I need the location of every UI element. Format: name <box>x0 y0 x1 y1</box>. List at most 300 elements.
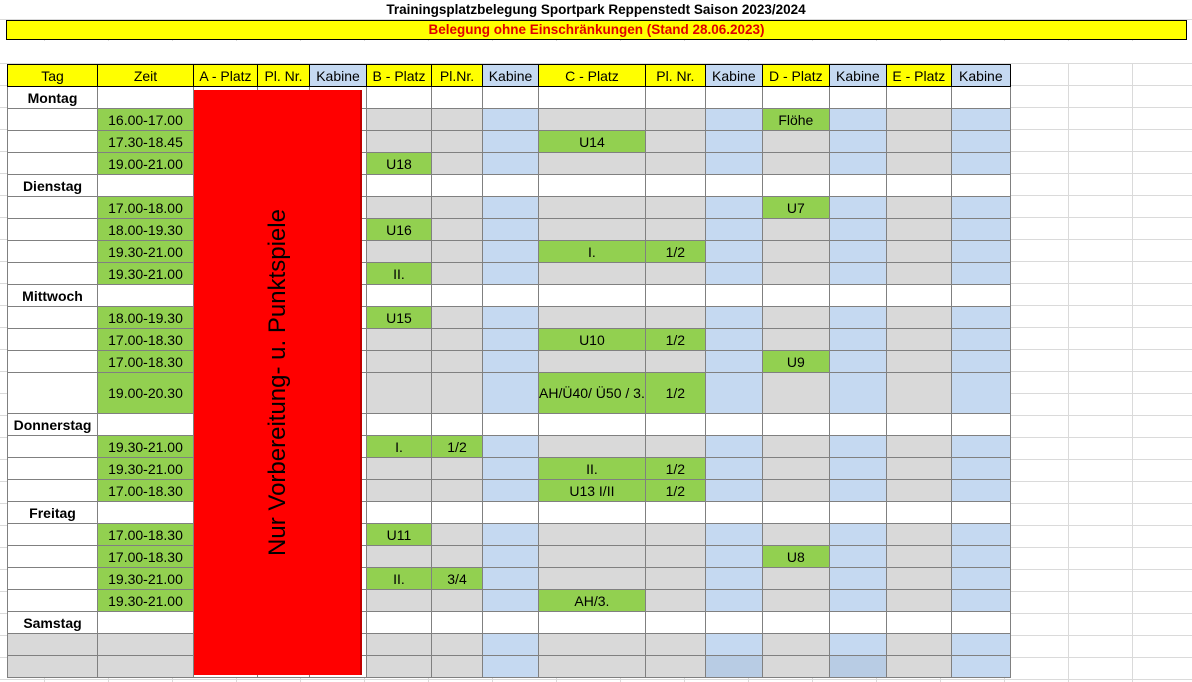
b-pl-nr-cell[interactable] <box>432 458 483 480</box>
e-platz-cell[interactable] <box>886 656 951 678</box>
d-kabine-cell[interactable] <box>829 546 886 568</box>
e-platz-cell[interactable] <box>886 263 951 285</box>
cell[interactable] <box>367 175 432 197</box>
d-platz-cell[interactable] <box>762 656 829 678</box>
zeit-cell[interactable] <box>98 656 194 678</box>
zeit-cell[interactable]: 19.30-21.00 <box>98 241 194 263</box>
b-platz-cell[interactable] <box>367 351 432 373</box>
c-pl-nr-cell[interactable] <box>645 197 705 219</box>
tag-cell[interactable] <box>8 263 98 285</box>
d-kabine-cell[interactable] <box>829 329 886 351</box>
cell[interactable] <box>829 285 886 307</box>
b-kabine-cell[interactable] <box>483 351 539 373</box>
d-platz-cell[interactable]: U8 <box>762 546 829 568</box>
e-kabine-cell[interactable] <box>951 524 1010 546</box>
c-kabine-cell[interactable] <box>705 634 762 656</box>
cell[interactable] <box>645 285 705 307</box>
cell[interactable] <box>367 502 432 524</box>
cell[interactable] <box>432 285 483 307</box>
cell[interactable] <box>951 612 1010 634</box>
cell[interactable] <box>829 414 886 436</box>
c-platz-cell[interactable]: II. <box>539 458 646 480</box>
cell[interactable] <box>705 285 762 307</box>
e-kabine-cell[interactable] <box>951 153 1010 175</box>
cell[interactable] <box>432 175 483 197</box>
cell[interactable] <box>432 612 483 634</box>
b-pl-nr-cell[interactable] <box>432 219 483 241</box>
header-a-kabine[interactable]: Kabine <box>310 65 367 87</box>
zeit-cell[interactable]: 17.00-18.30 <box>98 329 194 351</box>
header-b-platz[interactable]: B - Platz <box>367 65 432 87</box>
e-kabine-cell[interactable] <box>951 546 1010 568</box>
c-kabine-cell[interactable] <box>705 458 762 480</box>
c-kabine-cell[interactable] <box>705 263 762 285</box>
c-platz-cell[interactable] <box>539 109 646 131</box>
b-platz-cell[interactable] <box>367 480 432 502</box>
c-platz-cell[interactable]: U10 <box>539 329 646 351</box>
cell[interactable] <box>705 612 762 634</box>
e-kabine-cell[interactable] <box>951 634 1010 656</box>
d-kabine-cell[interactable] <box>829 568 886 590</box>
e-platz-cell[interactable] <box>886 373 951 414</box>
zeit-cell[interactable]: 17.00-18.30 <box>98 351 194 373</box>
d-kabine-cell[interactable] <box>829 241 886 263</box>
tag-cell[interactable] <box>8 524 98 546</box>
c-platz-cell[interactable] <box>539 263 646 285</box>
cell[interactable] <box>483 414 539 436</box>
c-kabine-cell[interactable] <box>705 568 762 590</box>
b-platz-cell[interactable] <box>367 656 432 678</box>
b-kabine-cell[interactable] <box>483 329 539 351</box>
b-kabine-cell[interactable] <box>483 590 539 612</box>
b-kabine-cell[interactable] <box>483 373 539 414</box>
c-kabine-cell[interactable] <box>705 241 762 263</box>
c-kabine-cell[interactable] <box>705 329 762 351</box>
day-label[interactable]: Samstag <box>8 612 98 634</box>
tag-cell[interactable] <box>8 656 98 678</box>
e-kabine-cell[interactable] <box>951 436 1010 458</box>
c-pl-nr-cell[interactable]: 1/2 <box>645 241 705 263</box>
c-platz-cell[interactable] <box>539 436 646 458</box>
b-platz-cell[interactable] <box>367 634 432 656</box>
d-platz-cell[interactable] <box>762 590 829 612</box>
zeit-cell[interactable] <box>98 634 194 656</box>
c-kabine-cell[interactable] <box>705 197 762 219</box>
b-platz-cell[interactable] <box>367 197 432 219</box>
c-pl-nr-cell[interactable]: 1/2 <box>645 329 705 351</box>
e-kabine-cell[interactable] <box>951 656 1010 678</box>
cell[interactable] <box>951 414 1010 436</box>
header-zeit[interactable]: Zeit <box>98 65 194 87</box>
e-kabine-cell[interactable] <box>951 568 1010 590</box>
cell[interactable] <box>98 502 194 524</box>
c-pl-nr-cell[interactable]: 1/2 <box>645 373 705 414</box>
b-platz-cell[interactable]: I. <box>367 436 432 458</box>
cell[interactable] <box>367 285 432 307</box>
tag-cell[interactable] <box>8 568 98 590</box>
cell[interactable] <box>483 285 539 307</box>
b-pl-nr-cell[interactable]: 1/2 <box>432 436 483 458</box>
c-kabine-cell[interactable] <box>705 590 762 612</box>
cell[interactable] <box>645 87 705 109</box>
tag-cell[interactable] <box>8 480 98 502</box>
e-kabine-cell[interactable] <box>951 480 1010 502</box>
c-pl-nr-cell[interactable] <box>645 436 705 458</box>
b-platz-cell[interactable]: U15 <box>367 307 432 329</box>
d-kabine-cell[interactable] <box>829 263 886 285</box>
d-platz-cell[interactable]: U9 <box>762 351 829 373</box>
cell[interactable] <box>98 414 194 436</box>
e-kabine-cell[interactable] <box>951 307 1010 329</box>
cell[interactable] <box>886 175 951 197</box>
c-pl-nr-cell[interactable] <box>645 656 705 678</box>
cell[interactable] <box>539 175 646 197</box>
cell[interactable] <box>645 175 705 197</box>
d-kabine-cell[interactable] <box>829 351 886 373</box>
e-kabine-cell[interactable] <box>951 263 1010 285</box>
e-kabine-cell[interactable] <box>951 373 1010 414</box>
b-pl-nr-cell[interactable] <box>432 263 483 285</box>
c-platz-cell[interactable] <box>539 546 646 568</box>
c-platz-cell[interactable]: AH/Ü40/ Ü50 / 3. <box>539 373 646 414</box>
c-pl-nr-cell[interactable] <box>645 590 705 612</box>
c-kabine-cell[interactable] <box>705 656 762 678</box>
b-kabine-cell[interactable] <box>483 436 539 458</box>
day-label[interactable]: Donnerstag <box>8 414 98 436</box>
cell[interactable] <box>367 612 432 634</box>
cell[interactable] <box>705 502 762 524</box>
b-kabine-cell[interactable] <box>483 656 539 678</box>
c-platz-cell[interactable]: AH/3. <box>539 590 646 612</box>
day-label[interactable]: Freitag <box>8 502 98 524</box>
e-platz-cell[interactable] <box>886 546 951 568</box>
b-kabine-cell[interactable] <box>483 241 539 263</box>
tag-cell[interactable] <box>8 436 98 458</box>
b-kabine-cell[interactable] <box>483 307 539 329</box>
cell[interactable] <box>705 175 762 197</box>
e-platz-cell[interactable] <box>886 109 951 131</box>
c-platz-cell[interactable] <box>539 568 646 590</box>
b-platz-cell[interactable]: II. <box>367 568 432 590</box>
cell[interactable] <box>886 612 951 634</box>
b-platz-cell[interactable]: II. <box>367 263 432 285</box>
b-platz-cell[interactable]: U18 <box>367 153 432 175</box>
d-platz-cell[interactable] <box>762 153 829 175</box>
tag-cell[interactable] <box>8 109 98 131</box>
b-platz-cell[interactable] <box>367 131 432 153</box>
b-kabine-cell[interactable] <box>483 131 539 153</box>
d-kabine-cell[interactable] <box>829 656 886 678</box>
tag-cell[interactable] <box>8 373 98 414</box>
e-platz-cell[interactable] <box>886 329 951 351</box>
cell[interactable] <box>762 175 829 197</box>
cell[interactable] <box>98 87 194 109</box>
e-platz-cell[interactable] <box>886 524 951 546</box>
d-platz-cell[interactable] <box>762 480 829 502</box>
d-platz-cell[interactable] <box>762 241 829 263</box>
c-kabine-cell[interactable] <box>705 524 762 546</box>
d-kabine-cell[interactable] <box>829 153 886 175</box>
cell[interactable] <box>762 612 829 634</box>
cell[interactable] <box>432 87 483 109</box>
c-pl-nr-cell[interactable]: 1/2 <box>645 480 705 502</box>
d-platz-cell[interactable] <box>762 524 829 546</box>
cell[interactable] <box>762 414 829 436</box>
b-kabine-cell[interactable] <box>483 524 539 546</box>
cell[interactable] <box>432 502 483 524</box>
c-platz-cell[interactable] <box>539 219 646 241</box>
cell[interactable] <box>483 612 539 634</box>
c-pl-nr-cell[interactable] <box>645 307 705 329</box>
b-pl-nr-cell[interactable] <box>432 351 483 373</box>
b-kabine-cell[interactable] <box>483 546 539 568</box>
cell[interactable] <box>98 612 194 634</box>
header-c-platz[interactable]: C - Platz <box>539 65 646 87</box>
e-platz-cell[interactable] <box>886 590 951 612</box>
b-platz-cell[interactable] <box>367 458 432 480</box>
b-platz-cell[interactable] <box>367 241 432 263</box>
cell[interactable] <box>98 285 194 307</box>
c-pl-nr-cell[interactable] <box>645 568 705 590</box>
header-e-platz[interactable]: E - Platz <box>886 65 951 87</box>
e-kabine-cell[interactable] <box>951 197 1010 219</box>
c-kabine-cell[interactable] <box>705 219 762 241</box>
b-pl-nr-cell[interactable] <box>432 329 483 351</box>
tag-cell[interactable] <box>8 131 98 153</box>
cell[interactable] <box>951 87 1010 109</box>
tag-cell[interactable] <box>8 241 98 263</box>
b-kabine-cell[interactable] <box>483 153 539 175</box>
cell[interactable] <box>951 502 1010 524</box>
cell[interactable] <box>645 502 705 524</box>
tag-cell[interactable] <box>8 546 98 568</box>
d-kabine-cell[interactable] <box>829 219 886 241</box>
zeit-cell[interactable]: 17.00-18.30 <box>98 546 194 568</box>
d-kabine-cell[interactable] <box>829 131 886 153</box>
e-platz-cell[interactable] <box>886 458 951 480</box>
e-kabine-cell[interactable] <box>951 219 1010 241</box>
zeit-cell[interactable]: 17.00-18.00 <box>98 197 194 219</box>
b-pl-nr-cell[interactable] <box>432 634 483 656</box>
c-platz-cell[interactable] <box>539 524 646 546</box>
day-label[interactable]: Montag <box>8 87 98 109</box>
day-label[interactable]: Dienstag <box>8 175 98 197</box>
c-kabine-cell[interactable] <box>705 351 762 373</box>
e-platz-cell[interactable] <box>886 480 951 502</box>
c-kabine-cell[interactable] <box>705 131 762 153</box>
b-platz-cell[interactable] <box>367 373 432 414</box>
b-kabine-cell[interactable] <box>483 568 539 590</box>
c-pl-nr-cell[interactable] <box>645 131 705 153</box>
cell[interactable] <box>886 87 951 109</box>
c-kabine-cell[interactable] <box>705 546 762 568</box>
b-pl-nr-cell[interactable] <box>432 373 483 414</box>
tag-cell[interactable] <box>8 458 98 480</box>
cell[interactable] <box>539 414 646 436</box>
cell[interactable] <box>483 502 539 524</box>
d-kabine-cell[interactable] <box>829 590 886 612</box>
cell[interactable] <box>886 285 951 307</box>
d-kabine-cell[interactable] <box>829 307 886 329</box>
c-platz-cell[interactable] <box>539 153 646 175</box>
c-pl-nr-cell[interactable] <box>645 153 705 175</box>
zeit-cell[interactable]: 19.30-21.00 <box>98 263 194 285</box>
d-platz-cell[interactable] <box>762 131 829 153</box>
cell[interactable] <box>98 175 194 197</box>
e-kabine-cell[interactable] <box>951 458 1010 480</box>
e-kabine-cell[interactable] <box>951 351 1010 373</box>
cell[interactable] <box>539 87 646 109</box>
c-platz-cell[interactable]: I. <box>539 241 646 263</box>
d-platz-cell[interactable] <box>762 568 829 590</box>
c-pl-nr-cell[interactable] <box>645 524 705 546</box>
e-platz-cell[interactable] <box>886 241 951 263</box>
cell[interactable] <box>539 502 646 524</box>
d-kabine-cell[interactable] <box>829 480 886 502</box>
cell[interactable] <box>951 175 1010 197</box>
zeit-cell[interactable]: 19.30-21.00 <box>98 458 194 480</box>
c-pl-nr-cell[interactable] <box>645 219 705 241</box>
cell[interactable] <box>951 285 1010 307</box>
cell[interactable] <box>762 502 829 524</box>
e-platz-cell[interactable] <box>886 351 951 373</box>
d-platz-cell[interactable] <box>762 436 829 458</box>
d-platz-cell[interactable] <box>762 373 829 414</box>
zeit-cell[interactable]: 19.00-20.30 <box>98 373 194 414</box>
e-platz-cell[interactable] <box>886 634 951 656</box>
tag-cell[interactable] <box>8 329 98 351</box>
b-platz-cell[interactable] <box>367 329 432 351</box>
e-platz-cell[interactable] <box>886 568 951 590</box>
b-kabine-cell[interactable] <box>483 219 539 241</box>
tag-cell[interactable] <box>8 307 98 329</box>
cell[interactable] <box>645 612 705 634</box>
c-platz-cell[interactable] <box>539 634 646 656</box>
c-kabine-cell[interactable] <box>705 109 762 131</box>
header-c-kabine[interactable]: Kabine <box>705 65 762 87</box>
tag-cell[interactable] <box>8 197 98 219</box>
c-platz-cell[interactable] <box>539 197 646 219</box>
e-platz-cell[interactable] <box>886 307 951 329</box>
c-kabine-cell[interactable] <box>705 307 762 329</box>
cell[interactable] <box>829 87 886 109</box>
b-platz-cell[interactable]: U16 <box>367 219 432 241</box>
d-platz-cell[interactable]: Flöhe <box>762 109 829 131</box>
cell[interactable] <box>539 285 646 307</box>
d-platz-cell[interactable] <box>762 263 829 285</box>
cell[interactable] <box>829 175 886 197</box>
e-kabine-cell[interactable] <box>951 241 1010 263</box>
cell[interactable] <box>539 612 646 634</box>
tag-cell[interactable] <box>8 634 98 656</box>
d-kabine-cell[interactable] <box>829 524 886 546</box>
d-platz-cell[interactable] <box>762 634 829 656</box>
b-kabine-cell[interactable] <box>483 634 539 656</box>
b-kabine-cell[interactable] <box>483 263 539 285</box>
cell[interactable] <box>705 87 762 109</box>
d-platz-cell[interactable]: U7 <box>762 197 829 219</box>
b-platz-cell[interactable] <box>367 546 432 568</box>
tag-cell[interactable] <box>8 351 98 373</box>
cell[interactable] <box>705 414 762 436</box>
d-platz-cell[interactable] <box>762 307 829 329</box>
c-kabine-cell[interactable] <box>705 480 762 502</box>
b-pl-nr-cell[interactable] <box>432 307 483 329</box>
d-kabine-cell[interactable] <box>829 197 886 219</box>
d-kabine-cell[interactable] <box>829 634 886 656</box>
cell[interactable] <box>762 87 829 109</box>
c-kabine-cell[interactable] <box>705 373 762 414</box>
e-platz-cell[interactable] <box>886 153 951 175</box>
d-platz-cell[interactable] <box>762 458 829 480</box>
d-kabine-cell[interactable] <box>829 436 886 458</box>
header-e-kabine[interactable]: Kabine <box>951 65 1010 87</box>
header-tag[interactable]: Tag <box>8 65 98 87</box>
zeit-cell[interactable]: 19.30-21.00 <box>98 590 194 612</box>
d-kabine-cell[interactable] <box>829 373 886 414</box>
c-pl-nr-cell[interactable] <box>645 263 705 285</box>
b-pl-nr-cell[interactable] <box>432 524 483 546</box>
e-platz-cell[interactable] <box>886 131 951 153</box>
c-pl-nr-cell[interactable]: 1/2 <box>645 458 705 480</box>
b-pl-nr-cell[interactable]: 3/4 <box>432 568 483 590</box>
b-platz-cell[interactable]: U11 <box>367 524 432 546</box>
c-platz-cell[interactable] <box>539 307 646 329</box>
cell[interactable] <box>886 414 951 436</box>
zeit-cell[interactable]: 16.00-17.00 <box>98 109 194 131</box>
cell[interactable] <box>829 502 886 524</box>
b-pl-nr-cell[interactable] <box>432 480 483 502</box>
e-kabine-cell[interactable] <box>951 329 1010 351</box>
cell[interactable] <box>645 414 705 436</box>
c-platz-cell[interactable] <box>539 351 646 373</box>
c-pl-nr-cell[interactable] <box>645 634 705 656</box>
e-kabine-cell[interactable] <box>951 109 1010 131</box>
zeit-cell[interactable]: 17.00-18.30 <box>98 480 194 502</box>
tag-cell[interactable] <box>8 219 98 241</box>
b-kabine-cell[interactable] <box>483 480 539 502</box>
d-kabine-cell[interactable] <box>829 458 886 480</box>
b-kabine-cell[interactable] <box>483 109 539 131</box>
b-pl-nr-cell[interactable] <box>432 241 483 263</box>
cell[interactable] <box>886 502 951 524</box>
c-kabine-cell[interactable] <box>705 436 762 458</box>
b-pl-nr-cell[interactable] <box>432 656 483 678</box>
tag-cell[interactable] <box>8 153 98 175</box>
e-kabine-cell[interactable] <box>951 131 1010 153</box>
b-platz-cell[interactable] <box>367 109 432 131</box>
c-kabine-cell[interactable] <box>705 153 762 175</box>
cell[interactable] <box>367 87 432 109</box>
cell[interactable] <box>367 414 432 436</box>
day-label[interactable]: Mittwoch <box>8 285 98 307</box>
c-platz-cell[interactable]: U13 I/II <box>539 480 646 502</box>
zeit-cell[interactable]: 19.30-21.00 <box>98 568 194 590</box>
header-b-kabine[interactable]: Kabine <box>483 65 539 87</box>
b-kabine-cell[interactable] <box>483 458 539 480</box>
cell[interactable] <box>762 285 829 307</box>
b-pl-nr-cell[interactable] <box>432 109 483 131</box>
cell[interactable] <box>432 414 483 436</box>
zeit-cell[interactable]: 17.30-18.45 <box>98 131 194 153</box>
c-pl-nr-cell[interactable] <box>645 546 705 568</box>
d-platz-cell[interactable] <box>762 219 829 241</box>
tag-cell[interactable] <box>8 590 98 612</box>
b-pl-nr-cell[interactable] <box>432 197 483 219</box>
zeit-cell[interactable]: 18.00-19.30 <box>98 307 194 329</box>
header-a-pl-nr[interactable]: Pl. Nr. <box>258 65 310 87</box>
e-kabine-cell[interactable] <box>951 590 1010 612</box>
